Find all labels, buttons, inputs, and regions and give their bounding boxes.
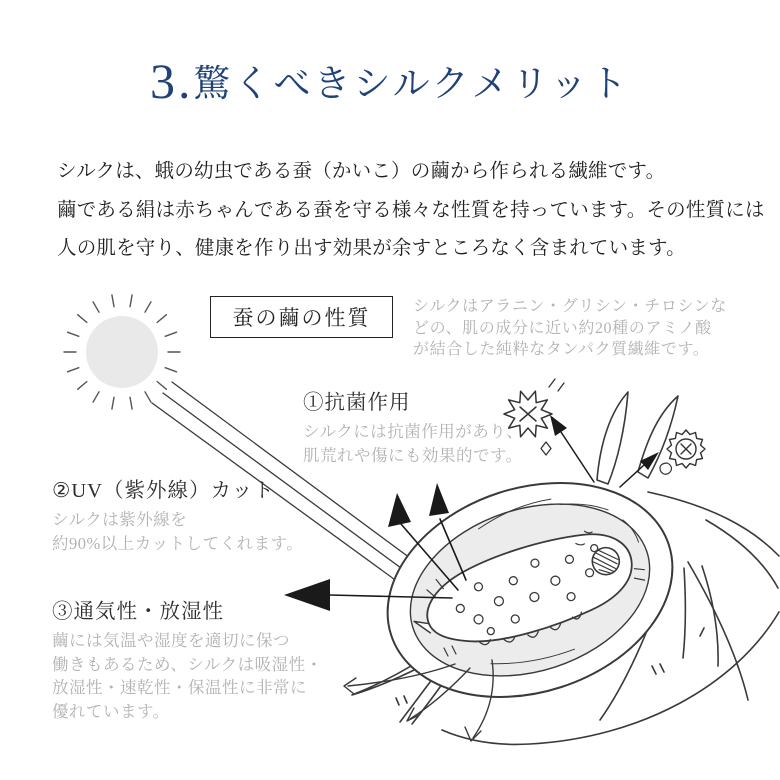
protein-note-line: シルクはアラニン・グリシン・チロシンな (413, 298, 727, 315)
point-line: シルクには抗菌作用があり、 (303, 422, 524, 441)
protein-note-line: が結合した純粋なタンパク質繊維です。 (413, 341, 710, 358)
point-line: 放湿性・速乾性・保温性に非常に (52, 678, 307, 697)
point-line: 働きもあるため、シルクは吸湿性・ (52, 654, 323, 674)
intro-paragraph (57, 152, 765, 268)
protein-note-line: どの、肌の成分に近い約20種のアミノ酸 (413, 319, 712, 337)
protein-note (413, 296, 727, 361)
point-line: 繭には気温や湿度を適切に保つ (52, 631, 290, 650)
point-breathability (52, 599, 323, 723)
point-line: シルクは紫外線を (52, 510, 188, 529)
sun-icon (64, 295, 180, 409)
intro-line: シルクは、蛾の幼虫である蚕（かいこ）の繭から作られる繊維です。 (57, 160, 666, 182)
title-number: 3. (150, 53, 194, 109)
point-uv-cut (52, 478, 303, 555)
page-title (0, 54, 780, 112)
point-line: 優れています。 (52, 701, 170, 721)
cocoon (360, 448, 701, 732)
point-antibacterial (303, 390, 523, 467)
intro-line: 人の肌を守り、健康を作り出す効果が余すところなく含まれています。 (57, 237, 686, 259)
title-text: 驚くべきシルクメリット (193, 64, 630, 105)
intro-line: 繭である絹は赤ちゃんである蚕を守る様々な性質を持っています。その性質には (57, 198, 765, 221)
point-line: 約90%以上カットしてくれます。 (52, 533, 304, 553)
cocoon-property-label: 蚕の繭の性質 (232, 306, 371, 330)
point-line: 肌荒れや傷にも効果的です。 (303, 445, 523, 465)
point-heading: ③通気性・放湿性 (52, 601, 224, 623)
point-heading: ①抗菌作用 (303, 392, 411, 414)
point-heading: ②UV（紫外線）カット (52, 480, 275, 502)
cocoon-property-label-box (210, 296, 393, 338)
